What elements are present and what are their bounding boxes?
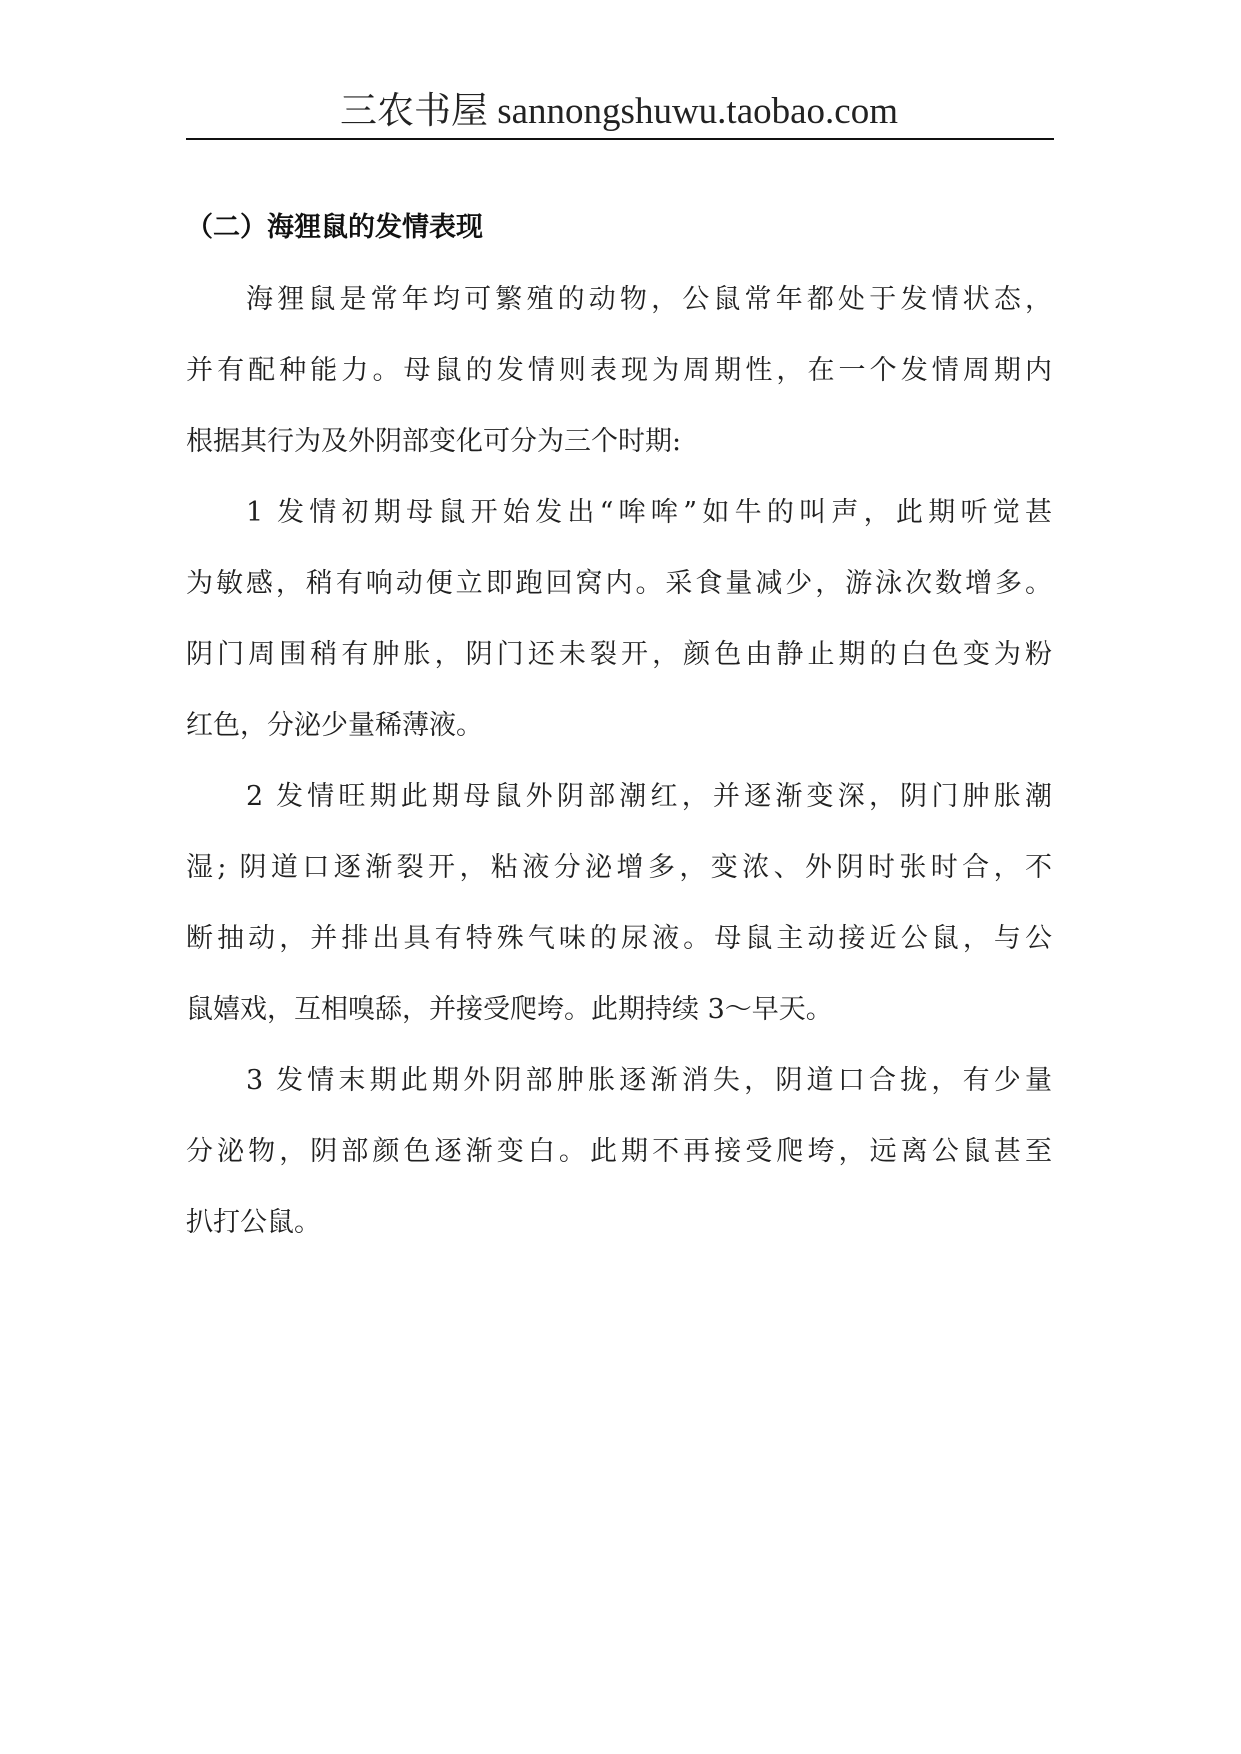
paragraph-line: 分泌物，阴部颜色逐渐变白。此期不再接受爬垮，远离公鼠甚至 [186, 1136, 1052, 1167]
paragraph-line: 断抽动，并排出具有特殊气味的尿液。母鼠主动接近公鼠，与公 [186, 923, 1052, 954]
paragraph-line: 为敏感，稍有响动便立即跑回窝内。采食量减少，游泳次数增多。 [186, 568, 1052, 599]
header-rule [186, 138, 1054, 140]
paragraph-line: 红色，分泌少量稀薄液。 [186, 710, 483, 741]
paragraph-line: 鼠嬉戏，互相嗅舔，并接受爬垮。此期持续 3～早天。 [186, 994, 833, 1025]
paragraph-line: 扒打公鼠。 [186, 1207, 321, 1238]
paragraph-line: 并有配种能力。母鼠的发情则表现为周期性，在一个发情周期内 [186, 355, 1052, 386]
section-title: （二）海狸鼠的发情表现 [186, 212, 483, 243]
page-header: 三农书屋 sannongshuwu.taobao.com [339, 91, 899, 132]
paragraph-line: 3 发情末期此期外阴部肿胀逐渐消失，阴道口合拢，有少量 [246, 1065, 1052, 1096]
paragraph-line: 2 发情旺期此期母鼠外阴部潮红，并逐渐变深，阴门肿胀潮 [246, 781, 1052, 812]
paragraph-line: 阴门周围稍有肿胀，阴门还未裂开，颜色由静止期的白色变为粉 [186, 639, 1052, 670]
paragraph-line: 根据其行为及外阴部变化可分为三个时期: [186, 426, 682, 457]
paragraph-line: 海狸鼠是常年均可繁殖的动物，公鼠常年都处于发情状态， [246, 284, 1052, 315]
paragraph-line: 湿; 阴道口逐渐裂开，粘液分泌增多，变浓、外阴时张时合，不 [186, 852, 1052, 883]
paragraph-line: 1 发情初期母鼠开始发出“哞哞”如牛的叫声，此期听觉甚 [246, 497, 1052, 528]
